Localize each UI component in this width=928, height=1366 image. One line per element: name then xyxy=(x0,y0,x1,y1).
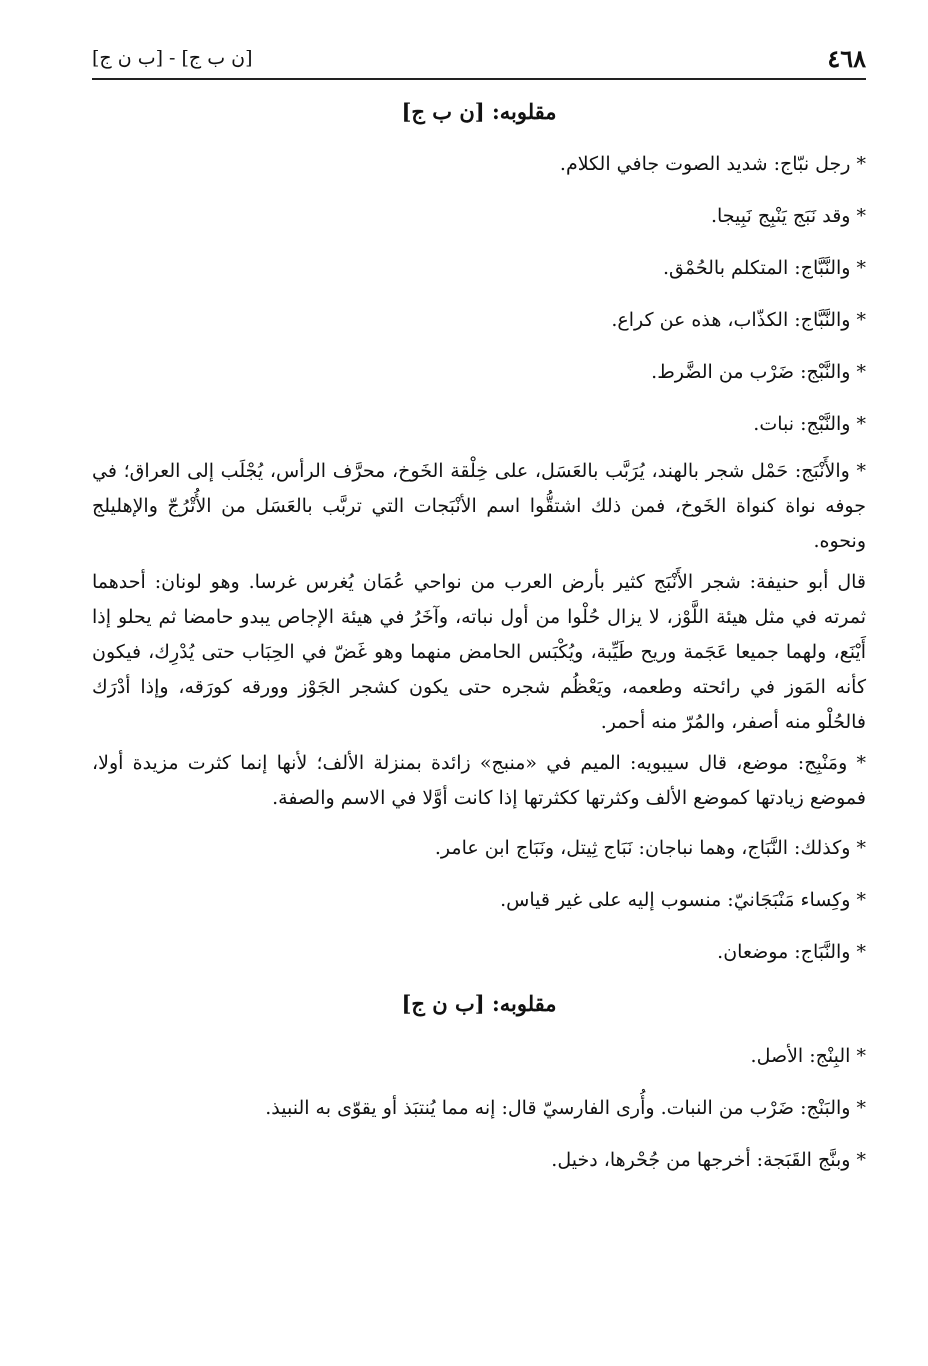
entry: * والنَّبْج: ضَرْب من الضَّرط. xyxy=(651,361,866,383)
entry: * وكذلك: النَّبَاج، وهما نباجان: نَبَاج ثِيتل، ونَبَاج ابن عامر. xyxy=(434,837,866,859)
running-head: [ن ب ج] - [ب ن ج] xyxy=(92,47,253,69)
entry: * وبنَّج القَبَجة: أخرجها من جُحْرها، دخيل. xyxy=(551,1149,866,1171)
entry: * وقد نَبَج يَنْبِج نَبِيجا. xyxy=(710,205,866,227)
entry: * والنَّبَاج: موضعان. xyxy=(717,941,866,963)
paragraph-anbaj: * والأَنْبَج: حَمْل شجر بالهند، يُرَبَّب بالعَسَل، على خِلْقة الخَوخ، محرَّف الرأس، يُجْلَب إلى العراق؛ في جوفه نواة كنواة الخَوخ، فمن ذلك اشتقُّوا اسم الأنْبَجات التي تربَّب بالعَسَل من الأُتْرُجّ والإهليلج ونحوه. xyxy=(92,460,866,552)
section-heading: مقلوبه: [ب ن ج] xyxy=(401,991,557,1016)
page-header xyxy=(92,38,866,80)
entry: * والنَّبَّاج: الكذّاب، هذه عن كراع. xyxy=(611,309,866,331)
paragraph-manbij: * ومَنْبِج: موضع، قال سيبويه: الميم في «منبج» زائدة بمنزلة الألف؛ لأنها إنما كثرت مزيدة أولا، فموضع زيادتها كموضع الألف وكثرتها ككثرتها إذا كانت أوَّلا في الاسم والصفة. xyxy=(92,752,866,809)
paragraph-abu-hanifa: قال أبو حنيفة: شجر الأَنْبَج كثير بأرض العرب من نواحي عُمَان يُغرس غرسا. وهو لونان: أحدهما ثمرته في مثل هيئة اللَّوْز، لا يزال حُلْوا من أول نباته، وآخَرُ في هيئة الإجاص يبدو حامضا ثم يحلو إذا أَيْنَع، ولهما جميعا عَجَمة وريح طَيِّبة، ويُكْبَس الحامض منهما وهو غَضّ في الحِبَاب حتى يُدْرِك، فيكون كأنه المَوز في رائحته وطعمه، ويَعْظُم شجره حتى يكون كشجر الجَوْز وورقه كورَقه، وإذا أدْرَك فالحُلْو منه أصفر، والمُرّ منه أحمر. xyxy=(92,571,866,733)
entry: * رجل نبّاج: شديد الصوت جافي الكلام. xyxy=(559,153,866,175)
entry: * والنَّبْج: نبات. xyxy=(753,413,866,435)
entry: * وكِساء مَنْبَجَانيّ: منسوب إليه على غير قياس. xyxy=(500,889,866,911)
entry: * والبَنْج: ضَرْب من النبات. وأُرى الفارسيّ قال: إنه مما يُنتبَذ أو يقوّى به النبيذ. xyxy=(265,1097,866,1119)
entry: * البِنْج: الأصل. xyxy=(750,1045,866,1067)
entry: * والنَّبَّاج: المتكلم بالحُمْق. xyxy=(663,257,866,279)
section-heading: مقلوبه: [ن ب ج] xyxy=(401,99,557,124)
page-body xyxy=(92,86,866,1186)
page-number: ٤٦٨ xyxy=(827,43,866,73)
